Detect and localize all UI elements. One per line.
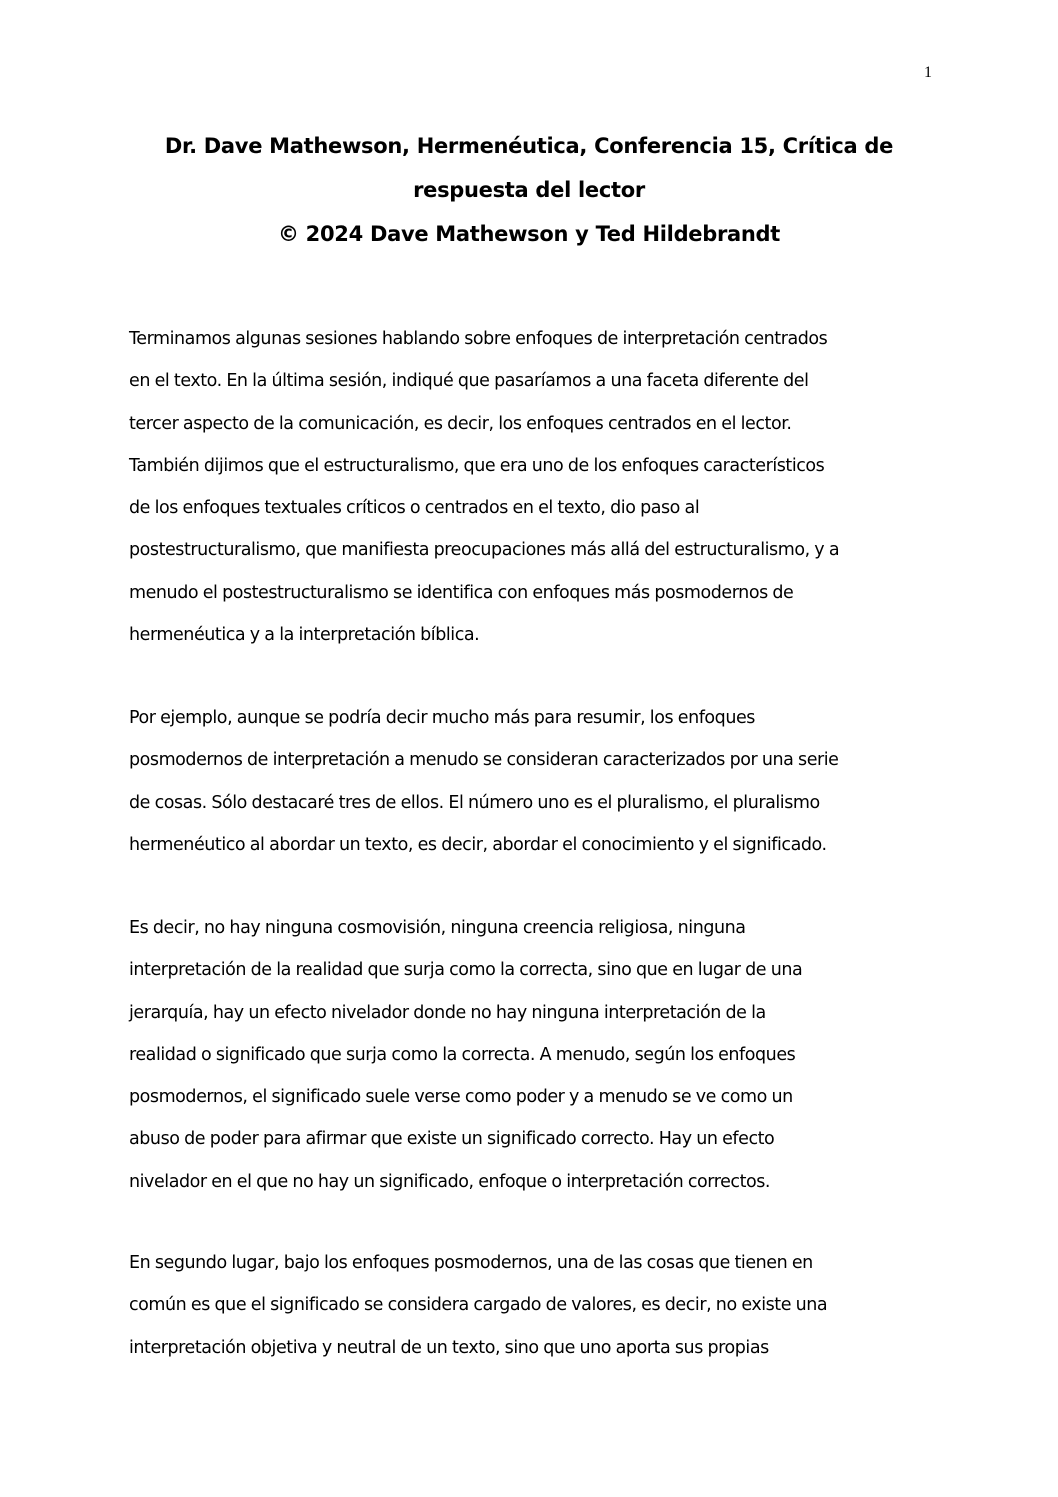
paragraph-3 — [129, 907, 939, 1203]
paragraph-4 — [129, 1242, 939, 1369]
paragraph-line: hermenéutico al abordar un texto, es decir, abordar el conocimiento y el significado. — [129, 834, 827, 855]
paragraph-line: de los enfoques textuales críticos o centrados en el texto, dio paso al — [129, 498, 700, 519]
paragraph-line: de cosas. Sólo destacaré tres de ellos. El número uno es el pluralismo, el pluralismo — [129, 792, 820, 813]
paragraph-line: hermenéutica y a la interpretación bíblica. — [129, 625, 480, 646]
paragraph-line: postestructuralismo, que manifiesta preocupaciones más allá del estructuralismo, y a — [129, 540, 840, 561]
paragraph-line: posmodernos, el significado suele verse como poder y a menudo se ve como un — [129, 1087, 793, 1108]
paragraph-line: Por ejemplo, aunque se podría decir mucho más para resumir, los enfoques — [129, 708, 755, 728]
paragraph-line: También dijimos que el estructuralismo, que era uno de los enfoques característicos — [129, 455, 825, 476]
paragraph-line: abuso de poder para afirmar que existe un significado correcto. Hay un efecto — [129, 1129, 775, 1150]
title-line: respuesta del lector — [413, 178, 645, 202]
paragraph-line: En segundo lugar, bajo los enfoques posmodernos, una de las cosas que tienen en — [129, 1253, 813, 1273]
paragraph-line: interpretación objetiva y neutral de un texto, sino que uno aporta sus propias — [129, 1337, 769, 1358]
paragraph-line: Terminamos algunas sesiones hablando sobre enfoques de interpretación centrados — [129, 329, 828, 349]
paragraph-1 — [129, 318, 939, 656]
document-title — [100, 124, 958, 256]
paragraph-line: jerarquía, hay un efecto nivelador donde no hay ninguna interpretación de la — [129, 1002, 766, 1023]
paragraph-2 — [129, 697, 939, 866]
page-number: 1 — [924, 64, 932, 81]
paragraph-line: realidad o significado que surja como la correcta. A menudo, según los enfoques — [129, 1044, 796, 1065]
paragraph-line: menudo el postestructuralismo se identifica con enfoques más posmodernos de — [129, 582, 794, 603]
paragraph-line: interpretación de la realidad que surja como la correcta, sino que en lugar de una — [129, 960, 803, 981]
copyright-line: © 2024 Dave Mathewson y Ted Hildebrandt — [277, 222, 781, 246]
paragraph-line: Es decir, no hay ninguna cosmovisión, ninguna creencia religiosa, ninguna — [129, 918, 746, 938]
title-line: Dr. Dave Mathewson, Hermenéutica, Conferencia 15, Crítica de — [164, 134, 894, 158]
paragraph-line: nivelador en el que no hay un significado, enfoque o interpretación correctos. — [129, 1171, 771, 1192]
paragraph-line: en el texto. En la última sesión, indiqué que pasaríamos a una faceta diferente del — [129, 371, 809, 392]
paragraph-line: tercer aspecto de la comunicación, es decir, los enfoques centrados en el lector. — [129, 413, 792, 434]
paragraph-line: común es que el significado se considera cargado de valores, es decir, no existe una — [129, 1295, 828, 1316]
paragraph-line: posmodernos de interpretación a menudo se consideran caracterizados por una serie — [129, 750, 839, 771]
